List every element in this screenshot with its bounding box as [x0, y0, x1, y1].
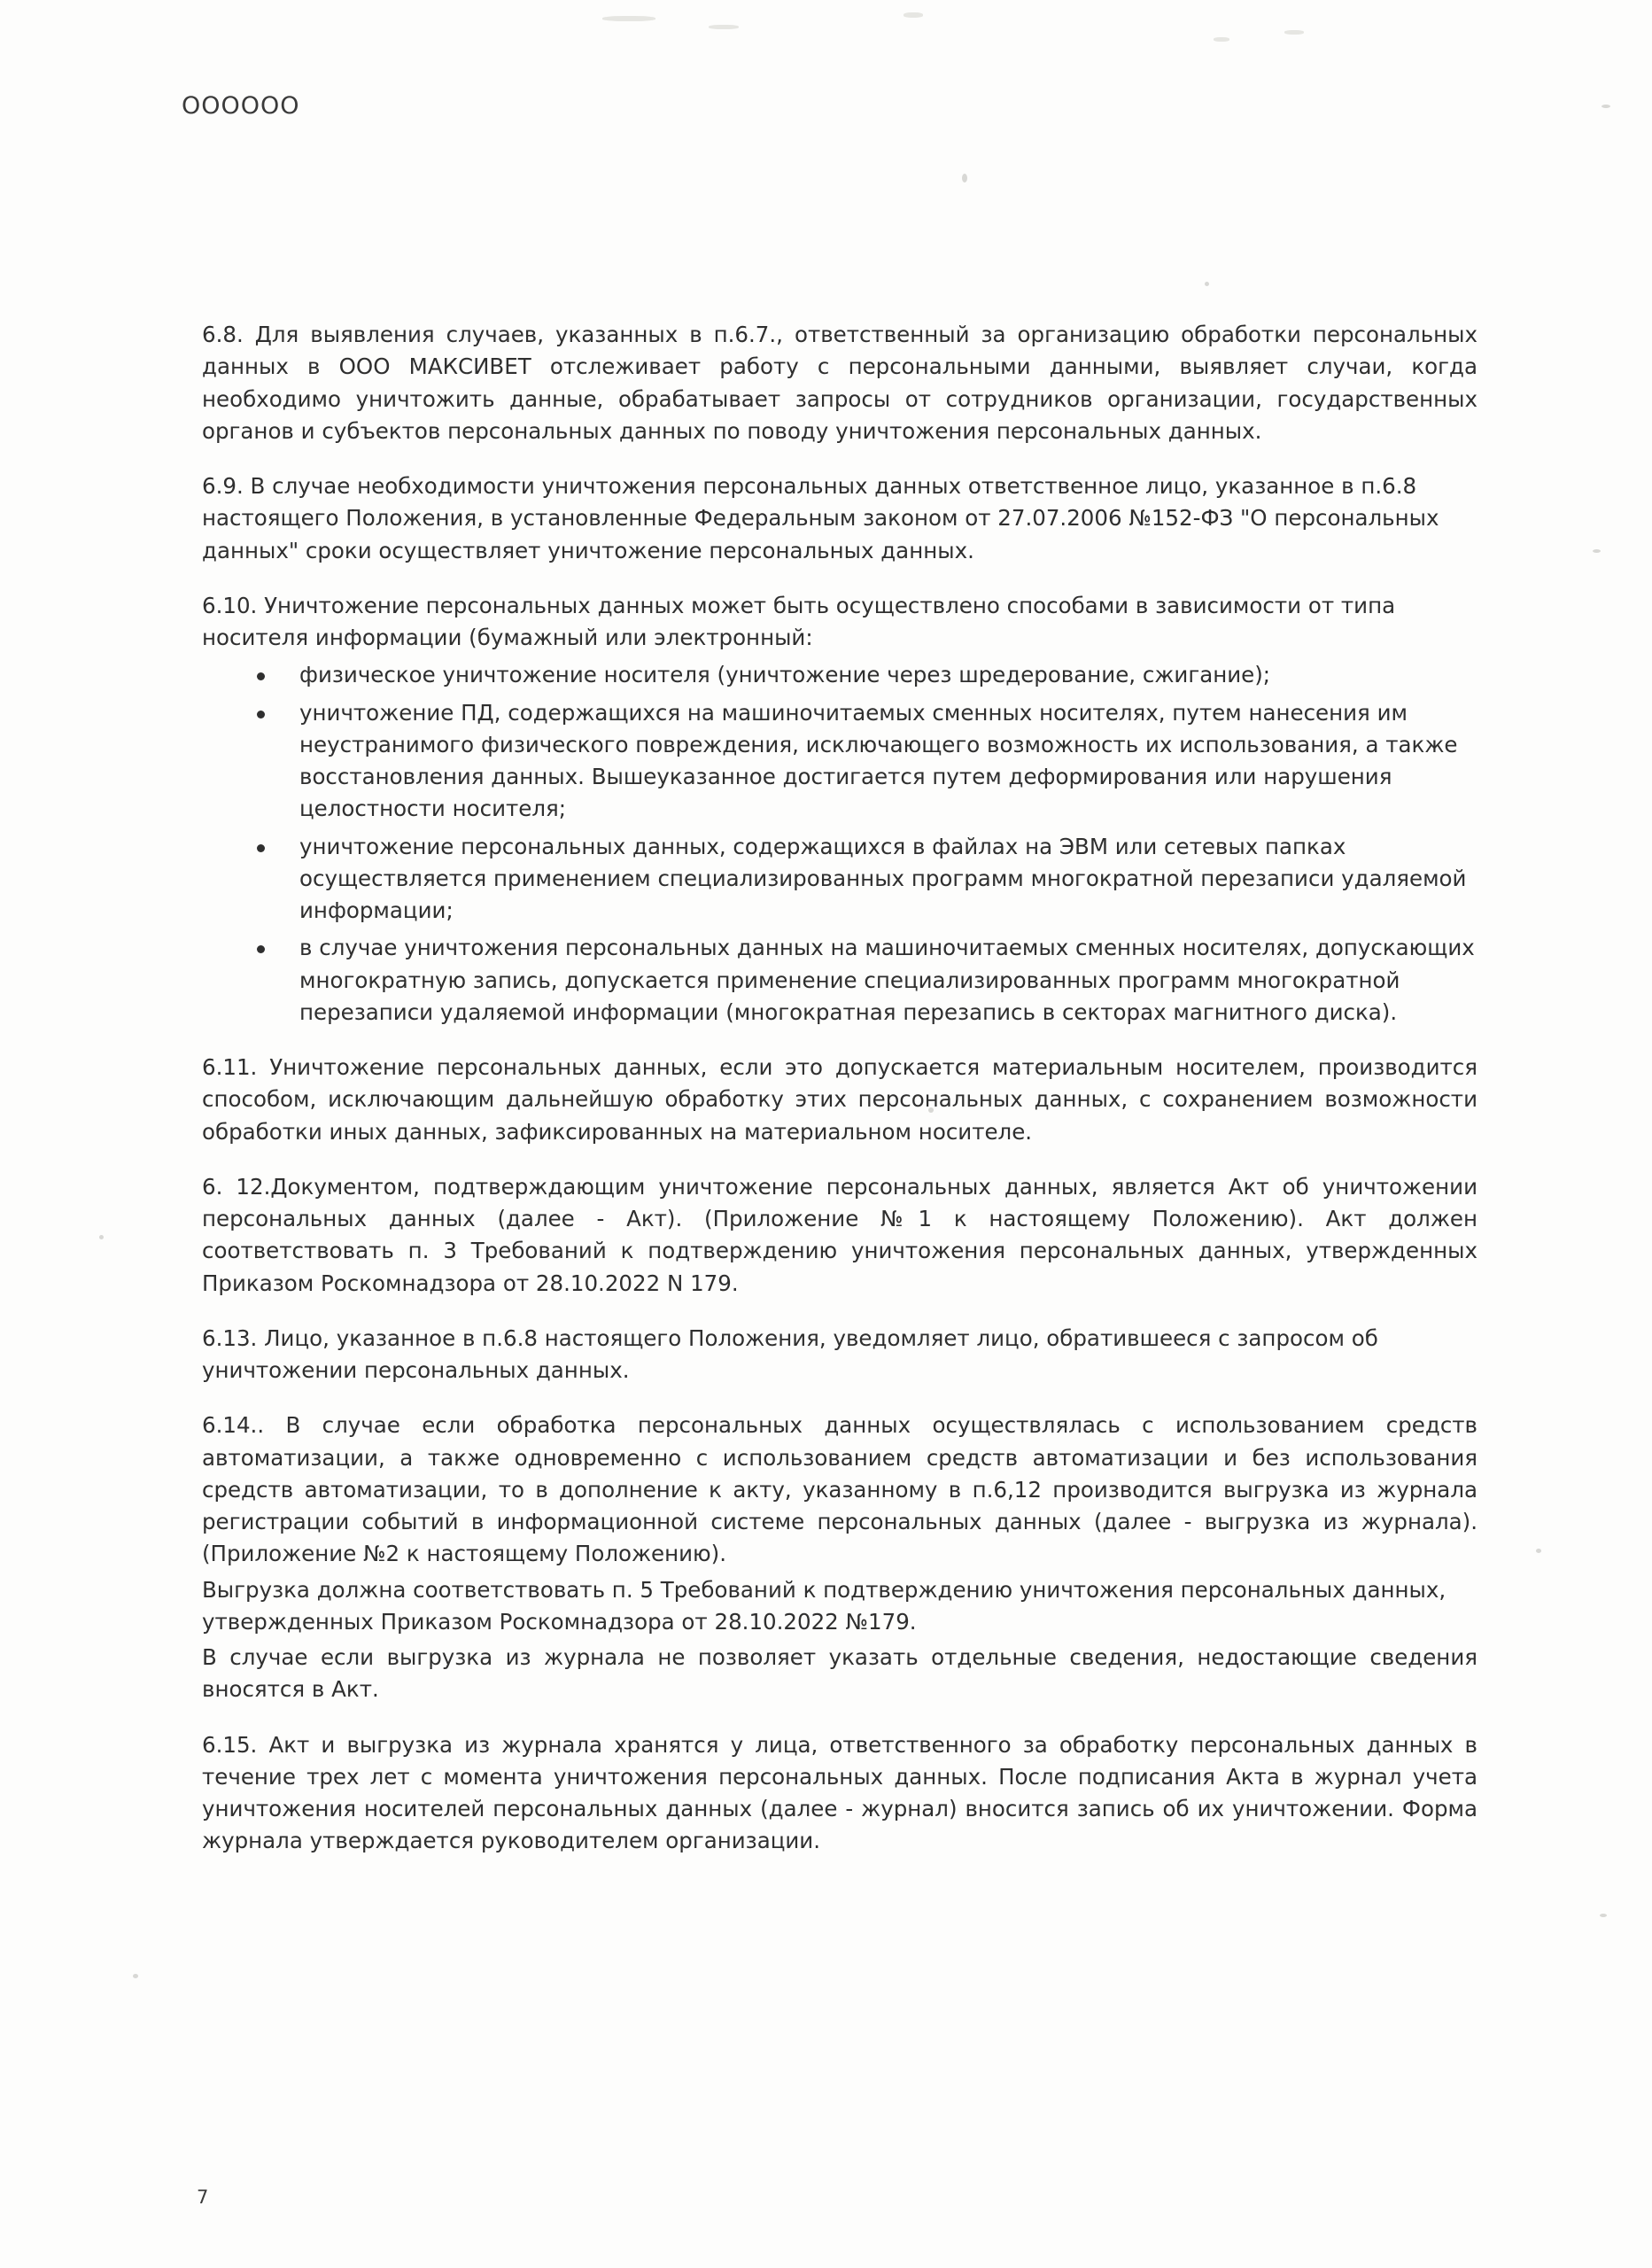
scan-artifact: [602, 16, 655, 21]
document-body: [202, 319, 1477, 1881]
scan-artifact: [709, 25, 739, 29]
destruction-methods-list: [202, 659, 1477, 1029]
paragraph-6-14-addendum-b: В случае если выгрузка из журнала не позволяет указать отдельные сведения, недостающие сведения вносятся в Акт.: [202, 1644, 1477, 1703]
list-item: [202, 659, 1477, 691]
scan-artifact: [1205, 282, 1209, 286]
paragraph-6-9: 6.9. В случае необходимости уничтожения персональных данных ответственное лицо, указанное в п.6.8 настоящего Положения, в установленные Федеральным законом от 27.07.2006 №152-ФЗ "О персональных данных" сроки осуществляет уничтожение персональных данных.: [202, 473, 1439, 563]
paragraph-6-8: 6.8. Для выявления случаев, указанных в п.6.7., ответственный за организацию обработки персональных данных в ООО МАКСИВЕТ отслеживает работу с персональными данными, выявляет случаи, когда необходимо уничтожить данные, обрабатывает запросы от сотрудников организации, государственных органов и субъектов персональных данных по поводу уничтожения персональных данных.: [202, 322, 1477, 444]
page-header-mark: ОООООО: [182, 92, 300, 120]
paragraph-6-14-addendum-a: Выгрузка должна соответствовать п. 5 Требований к подтверждению уничтожения персональных данных, утвержденных Приказом Роскомнадзора от 28.10.2022 №179.: [202, 1576, 1446, 1635]
paragraph-6-10: 6.10. Уничтожение персональных данных может быть осуществлено способами в зависимости от типа носителя информации (бумажный или электронный:: [202, 592, 1396, 650]
scan-artifact: [99, 1235, 104, 1239]
list-item: [202, 831, 1477, 928]
scan-artifact: [1593, 549, 1601, 553]
scan-artifact: [962, 174, 967, 183]
list-item: [202, 697, 1477, 826]
scan-artifact: [1214, 37, 1229, 42]
list-item-text: физическое уничтожение носителя (уничтожение через шредерование, сжигание);: [299, 662, 1271, 688]
list-item-text: уничтожение персональных данных, содержащихся в файлах на ЭВМ или сетевых папках осуществляется применением специализированных программ многократной перезаписи удаляемой информации;: [299, 833, 1467, 923]
scan-artifact: [1284, 30, 1304, 35]
paragraph-6-13: 6.13. Лицо, указанное в п.6.8 настоящего Положения, уведомляет лицо, обратившееся с запросом об уничтожении персональных данных.: [202, 1324, 1378, 1383]
scan-artifact: [1600, 1914, 1607, 1917]
paragraph-6-15: 6.15. Акт и выгрузка из журнала хранятся у лица, ответственного за обработку персональных данных в течение трех лет с момента уничтожения персональных данных. После подписания Акта в журнал учета уничтожения носителей персональных данных (далее - журнал) вносится запись об их уничтожении. Форма журнала утверждается руководителем организации.: [202, 1731, 1477, 1854]
scan-artifact: [1536, 1549, 1541, 1553]
page-number: 7: [197, 2186, 209, 2208]
scan-artifact: [133, 1974, 138, 1978]
paragraph-6-11: 6.11. Уничтожение персональных данных, если это допускается материальным носителем, производится способом, исключающим дальнейшую обработку этих персональных данных, с сохранением возможности обработки иных данных, зафиксированных на материальном носителе.: [202, 1054, 1477, 1145]
list-item: [202, 932, 1477, 1029]
paragraph-6-14: 6.14.. В случае если обработка персональных данных осуществлялась с использованием средств автоматизации, а также одновременно с использованием средств автоматизации и без использования средств автоматизации, то в дополнение к акту, указанному в п.6,12 производится выгрузка из журнала регистрации событий в информационной системе персональных данных (далее - выгрузка из журнала). (Приложение №2 к настоящему Положению).: [202, 1412, 1477, 1567]
paragraph-6-12: 6. 12.Документом, подтверждающим уничтожение персональных данных, является Акт об уничтожении персональных данных (далее - Акт). (Приложение №1 к настоящему Положению). Акт должен соответствовать п. 3 Требований к подтверждению уничтожения персональных данных, утвержденных Приказом Роскомнадзора от 28.10.2022 N 179.: [202, 1173, 1477, 1296]
scan-artifact: [1602, 105, 1610, 108]
list-item-text: уничтожение ПД, содержащихся на машиночитаемых сменных носителях, путем нанесения им неустранимого физического повреждения, исключающего возможность их использования, а также восстановления данных. Вышеуказанное достигается путем деформирования или нарушения целостности носителя;: [299, 699, 1458, 822]
list-item-text: в случае уничтожения персональных данных на машиночитаемых сменных носителях, допускающих многократную запись, допускается применение специализированных программ многократной перезаписи удаляемой информации (многократная перезапись в секторах магнитного диска).: [299, 935, 1475, 1025]
scan-artifact: [904, 12, 923, 18]
